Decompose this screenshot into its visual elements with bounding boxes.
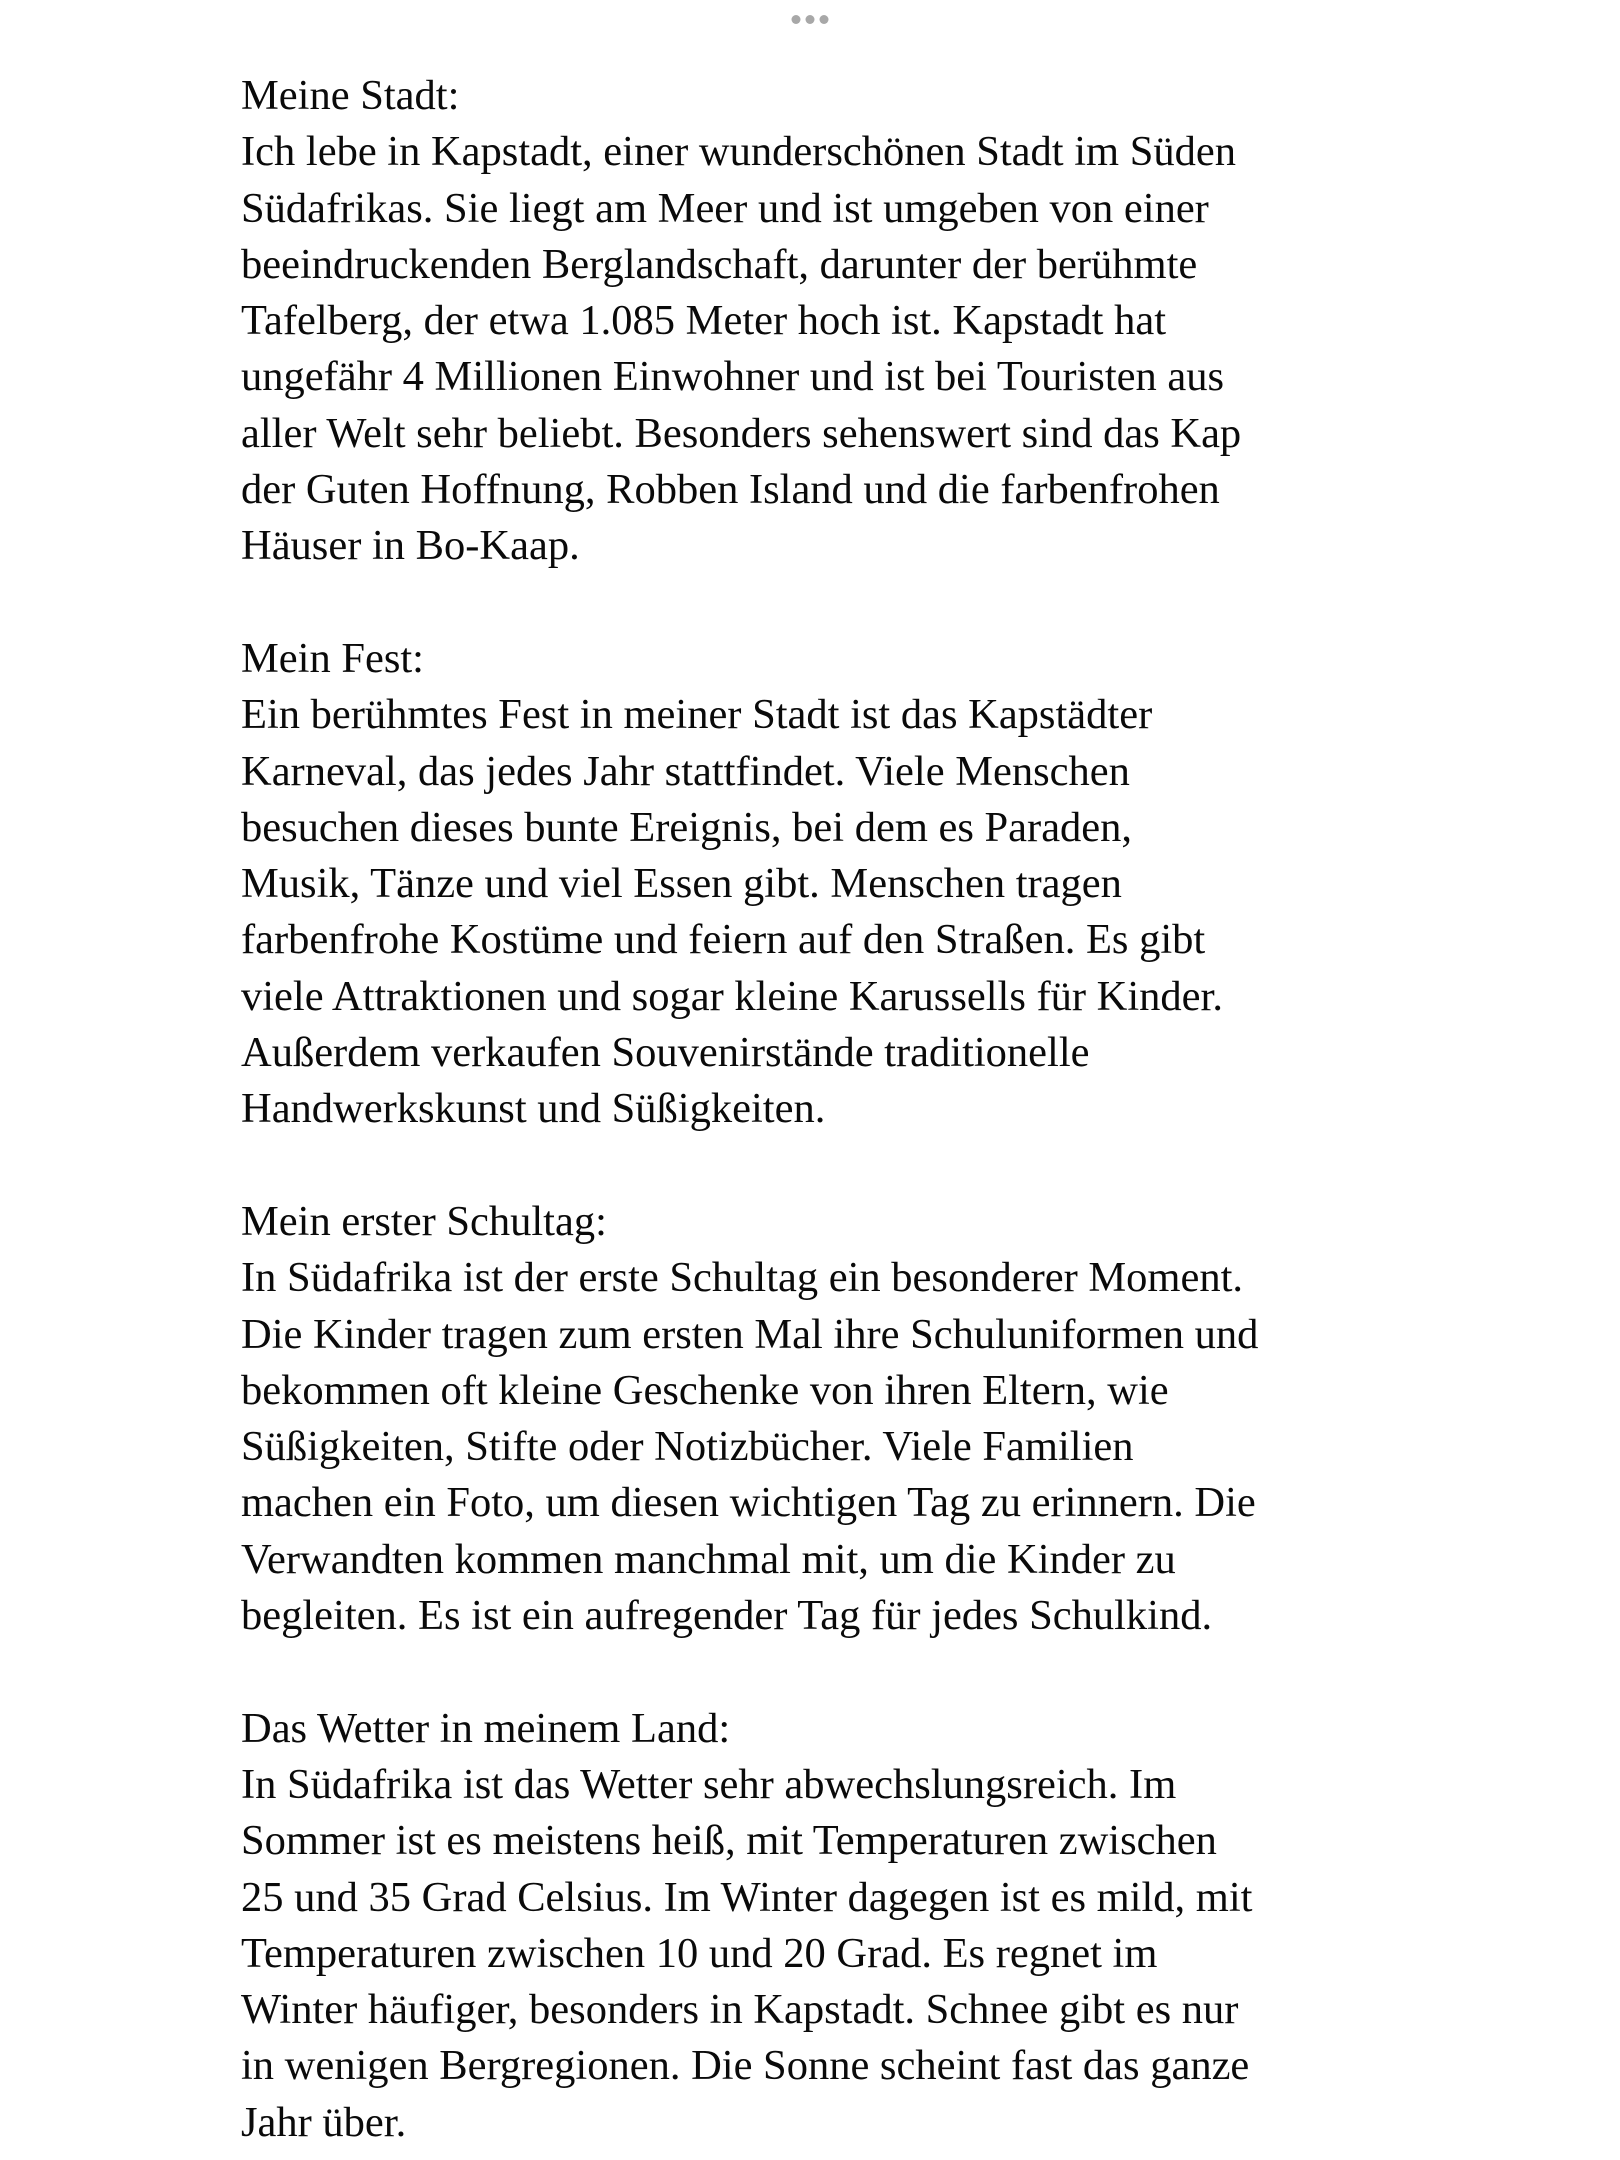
section-title: Meine Stadt: bbox=[241, 72, 460, 119]
text-line: beeindruckenden Berglandschaft, darunter der berühmte bbox=[241, 240, 1198, 288]
more-options-icon[interactable] bbox=[792, 12, 829, 26]
more-dot bbox=[792, 15, 801, 24]
text-line: In Südafrika ist der erste Schultag ein besonderer Moment. bbox=[241, 1254, 1244, 1302]
text-line: Temperaturen zwischen 10 und 20 Grad. Es regnet im bbox=[241, 1929, 1158, 1977]
section-text bbox=[241, 1250, 1421, 1644]
section-text bbox=[241, 1757, 1421, 2151]
text-line: Sommer ist es meistens heiß, mit Temperaturen zwischen bbox=[241, 1817, 1217, 1865]
text-line: ungefähr 4 Millionen Einwohner und ist bei Touristen aus bbox=[241, 353, 1225, 401]
text-line: Tafelberg, der etwa 1.085 Meter hoch ist. Kapstadt hat bbox=[241, 297, 1167, 345]
more-dot bbox=[820, 15, 829, 24]
text-line: Außerdem verkaufen Souvenirstände traditionelle bbox=[241, 1029, 1090, 1077]
section-mein-fest bbox=[241, 631, 1421, 1138]
text-line: bekommen oft kleine Geschenke von ihren Eltern, wie bbox=[241, 1366, 1169, 1414]
section-wetter bbox=[241, 1701, 1421, 2151]
text-line: Süßigkeiten, Stifte oder Notizbücher. Viele Familien bbox=[241, 1423, 1134, 1471]
text-line: Ein berühmtes Fest in meiner Stadt ist das Kapstädter bbox=[241, 691, 1153, 739]
section-erster-schultag bbox=[241, 1194, 1421, 1644]
text-line: Südafrikas. Sie liegt am Meer und ist umgeben von einer bbox=[241, 184, 1209, 232]
text-line: In Südafrika ist das Wetter sehr abwechslungsreich. Im bbox=[241, 1760, 1177, 1808]
text-line: Musik, Tänze und viel Essen gibt. Menschen tragen bbox=[241, 860, 1122, 908]
section-title: Mein Fest: bbox=[241, 634, 424, 682]
text-line: farbenfrohe Kostüme und feiern auf den Straßen. Es gibt bbox=[241, 916, 1206, 964]
text-line: viele Attraktionen und sogar kleine Karussells für Kinder. bbox=[241, 972, 1223, 1020]
section-title: Das Wetter in meinem Land: bbox=[241, 1704, 731, 1752]
text-line: der Guten Hoffnung, Robben Island und die farbenfrohen bbox=[241, 466, 1220, 514]
text-line: Ich lebe in Kapstadt, einer wunderschönen Stadt im Süden bbox=[241, 128, 1236, 176]
text-line: machen ein Foto, um diesen wichtigen Tag zu erinnern. Die bbox=[241, 1479, 1256, 1527]
section-meine-stadt bbox=[241, 68, 1421, 575]
text-line: Winter häufiger, besonders in Kapstadt. Schnee gibt es nur bbox=[241, 1986, 1239, 2034]
text-line: Karneval, das jedes Jahr stattfindet. Viele Menschen bbox=[241, 747, 1130, 795]
text-line: Die Kinder tragen zum ersten Mal ihre Schuluniformen und bbox=[241, 1310, 1259, 1358]
text-line: Jahr über. bbox=[241, 2098, 407, 2146]
more-dot bbox=[806, 15, 815, 24]
text-line: Handwerkskunst und Süßigkeiten. bbox=[241, 1085, 826, 1133]
text-line: aller Welt sehr beliebt. Besonders sehenswert sind das Kap bbox=[241, 409, 1242, 457]
note-body[interactable] bbox=[241, 68, 1421, 2151]
section-title: Mein erster Schultag: bbox=[241, 1197, 607, 1245]
section-text bbox=[241, 687, 1421, 1137]
text-line: Häuser in Bo-Kaap. bbox=[241, 522, 580, 570]
text-line: Verwandten kommen manchmal mit, um die Kinder zu bbox=[241, 1535, 1176, 1583]
section-text bbox=[241, 124, 1421, 574]
text-line: besuchen dieses bunte Ereignis, bei dem es Paraden, bbox=[241, 803, 1133, 851]
text-line: 25 und 35 Grad Celsius. Im Winter dagegen ist es mild, mit bbox=[241, 1873, 1253, 1921]
text-line: in wenigen Bergregionen. Die Sonne scheint fast das ganze bbox=[241, 2042, 1250, 2090]
text-line: begleiten. Es ist ein aufregender Tag für jedes Schulkind. bbox=[241, 1592, 1213, 1640]
